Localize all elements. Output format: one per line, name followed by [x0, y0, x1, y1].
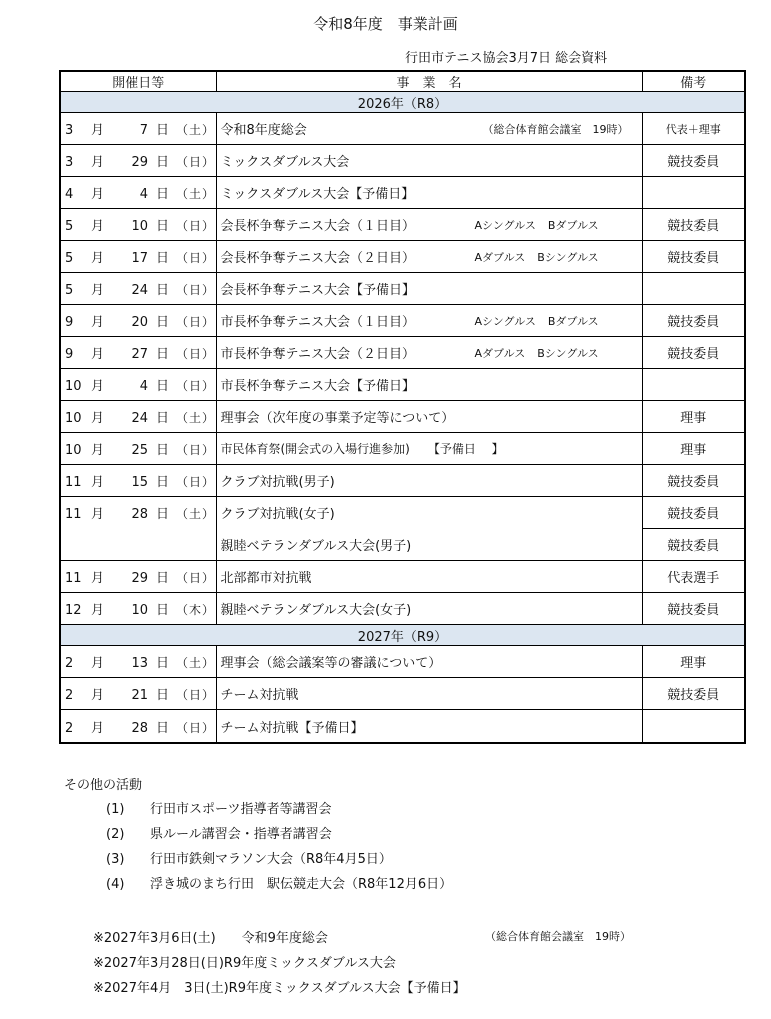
table-row — [60, 646, 745, 678]
table-row — [60, 273, 745, 305]
date-month: 11 — [65, 475, 82, 490]
activity-number: (3) — [106, 852, 125, 867]
table-row — [60, 593, 745, 625]
date-month: 12 — [65, 603, 82, 618]
header-note: 備考 — [642, 71, 745, 92]
event-note: 競技委員 — [642, 241, 745, 273]
year-label: 2027年（R9） — [60, 625, 745, 646]
event-name — [216, 433, 642, 465]
date-month: 10 — [65, 443, 82, 458]
date-day: 13 — [131, 656, 148, 671]
date-weekday: （土） — [176, 123, 216, 137]
day-unit: 日 — [156, 475, 170, 490]
event-note: 理事 — [642, 433, 745, 465]
event-title: ミックスダブルス大会 — [220, 155, 350, 170]
event-date — [60, 593, 216, 625]
date-weekday: （日） — [176, 155, 216, 169]
event-name — [216, 465, 642, 497]
table-row — [60, 337, 745, 369]
event-note: 競技委員 — [642, 465, 745, 497]
table-row — [60, 145, 745, 177]
event-note: 代表＋理事 — [642, 113, 745, 145]
table-row-continued — [60, 529, 745, 561]
header-date: 開催日等 — [60, 71, 216, 92]
date-month: 3 — [65, 155, 74, 170]
date-day: 29 — [131, 571, 148, 586]
event-name — [216, 529, 642, 561]
event-note: 理事 — [642, 646, 745, 678]
event-title: ミックスダブルス大会【予備日】 — [220, 187, 415, 202]
event-name — [216, 401, 642, 433]
month-unit: 月 — [91, 656, 105, 671]
month-unit: 月 — [91, 379, 105, 394]
year-label: 2026年（R8） — [60, 92, 745, 113]
event-name — [216, 710, 642, 744]
date-weekday: （土） — [176, 187, 216, 201]
month-unit: 月 — [91, 603, 105, 618]
month-unit: 月 — [91, 315, 105, 330]
date-weekday: （土） — [176, 411, 216, 425]
event-date — [60, 678, 216, 710]
event-title: クラブ対抗戦(女子) — [220, 507, 335, 523]
footnote-text: ※2027年3月6日(土) 令和9年度総会 — [93, 931, 328, 946]
event-title: 会長杯争奪テニス大会（１日目） — [220, 219, 415, 234]
month-unit: 月 — [91, 475, 105, 490]
event-title: 市民体育祭(開会式の入場行進参加) 【予備日 】 — [220, 442, 504, 456]
event-title: 市長杯争奪テニス大会【予備日】 — [220, 379, 415, 394]
day-unit: 日 — [156, 571, 170, 586]
event-note: 競技委員 — [642, 145, 745, 177]
event-date — [60, 337, 216, 369]
day-unit: 日 — [156, 443, 170, 458]
event-date — [60, 710, 216, 744]
date-month: 5 — [65, 283, 74, 298]
date-weekday: （木） — [176, 603, 216, 617]
event-note: 競技委員 — [642, 337, 745, 369]
month-unit: 月 — [91, 155, 105, 170]
date-month: 10 — [65, 411, 82, 426]
event-title: 令和8年度総会 — [220, 123, 307, 138]
event-name — [216, 678, 642, 710]
date-day: 24 — [131, 411, 148, 426]
table-row — [60, 209, 745, 241]
event-note: 代表選手 — [642, 561, 745, 593]
event-location: （総合体育館会議室 19時） — [482, 122, 629, 136]
date-weekday: （日） — [176, 475, 216, 489]
activity-item — [106, 873, 452, 892]
event-date — [60, 369, 216, 401]
date-day: 17 — [131, 251, 148, 266]
event-name — [216, 209, 642, 241]
event-title: チーム対抗戦 — [220, 688, 299, 703]
month-unit: 月 — [91, 123, 105, 138]
date-day: 7 — [139, 123, 148, 138]
event-title: 親睦ベテランダブルス大会(女子) — [220, 603, 412, 618]
event-categories — [475, 241, 599, 272]
event-name — [216, 593, 642, 625]
activity-item — [106, 798, 331, 817]
table-row — [60, 401, 745, 433]
event-date — [60, 177, 216, 209]
date-month: 10 — [65, 379, 82, 394]
event-date — [60, 305, 216, 337]
date-weekday: （日） — [176, 219, 216, 233]
event-title: 親睦ベテランダブルス大会(男子) — [220, 538, 412, 554]
table-row — [60, 305, 745, 337]
date-day: 25 — [131, 443, 148, 458]
table-row — [60, 241, 745, 273]
date-month: 2 — [65, 656, 74, 671]
event-note: 競技委員 — [642, 529, 745, 561]
event-note: 競技委員 — [642, 678, 745, 710]
date-day: 24 — [131, 283, 148, 298]
date-weekday: （日） — [176, 379, 216, 393]
day-unit: 日 — [156, 507, 170, 523]
date-month: 5 — [65, 251, 74, 266]
day-unit: 日 — [156, 411, 170, 426]
category-1: Aシングルス — [474, 314, 536, 328]
footnote-text: ※2027年3月28日(日)R9年度ミックスダブルス大会 — [93, 956, 396, 971]
other-activities-heading: その他の活動 — [64, 778, 143, 793]
day-unit: 日 — [156, 251, 170, 266]
date-weekday: （日） — [176, 347, 216, 361]
table-row — [60, 710, 745, 744]
event-name — [216, 241, 642, 273]
category-2: Bダブルス — [547, 218, 599, 232]
schedule-table — [59, 70, 746, 744]
event-categories — [475, 305, 599, 336]
day-unit: 日 — [156, 187, 170, 202]
page-title: 令和8年度 事業計画 — [313, 15, 458, 33]
activity-text: 浮き城のまち行田 駅伝競走大会（R8年12月6日） — [150, 877, 453, 892]
footnote — [93, 977, 466, 996]
date-weekday: （土） — [176, 507, 216, 522]
year-row-2027 — [60, 625, 745, 646]
event-title: 会長杯争奪テニス大会（２日目） — [220, 251, 415, 266]
month-unit: 月 — [91, 571, 105, 586]
event-note — [642, 710, 745, 744]
event-name — [216, 369, 642, 401]
table-row — [60, 678, 745, 710]
date-weekday: （日） — [176, 571, 216, 585]
event-date — [60, 241, 216, 273]
day-unit: 日 — [156, 603, 170, 618]
date-weekday: （土） — [176, 656, 216, 670]
event-date — [60, 561, 216, 593]
day-unit: 日 — [156, 283, 170, 298]
day-unit: 日 — [156, 688, 170, 703]
date-month: 5 — [65, 219, 74, 234]
activity-text: 県ルール講習会・指導者講習会 — [150, 827, 332, 842]
category-1: Aダブルス — [474, 346, 526, 360]
table-row — [60, 113, 745, 145]
date-day: 28 — [131, 720, 148, 736]
date-weekday: （日） — [176, 688, 216, 702]
month-unit: 月 — [91, 219, 105, 234]
event-categories — [475, 337, 599, 368]
day-unit: 日 — [156, 379, 170, 394]
event-name — [216, 337, 642, 369]
activity-item — [106, 823, 332, 842]
date-month: 3 — [65, 123, 74, 138]
event-date — [60, 145, 216, 177]
date-month: 9 — [65, 347, 74, 362]
date-day: 4 — [139, 187, 148, 202]
header-event: 事 業 名 — [216, 71, 642, 92]
activity-number: (1) — [106, 802, 125, 817]
event-title: チーム対抗戦【予備日】 — [220, 720, 364, 736]
table-header-row — [60, 71, 745, 92]
day-unit: 日 — [156, 720, 170, 736]
category-2: Bダブルス — [547, 314, 599, 328]
event-name — [216, 145, 642, 177]
table-row — [60, 369, 745, 401]
event-date — [60, 113, 216, 145]
event-note: 競技委員 — [642, 497, 745, 529]
date-day: 29 — [131, 155, 148, 170]
table-row — [60, 177, 745, 209]
month-unit: 月 — [91, 283, 105, 298]
day-unit: 日 — [156, 315, 170, 330]
year-row-2026 — [60, 92, 745, 113]
table-row — [60, 561, 745, 593]
event-name — [216, 497, 642, 529]
date-month: 11 — [65, 507, 82, 523]
event-title: 理事会（次年度の事業予定等について） — [220, 411, 455, 426]
table-row — [60, 497, 745, 529]
date-day: 20 — [131, 315, 148, 330]
date-day: 28 — [131, 507, 148, 523]
date-weekday: （日） — [176, 283, 216, 297]
month-unit: 月 — [91, 507, 105, 523]
date-month: 2 — [65, 720, 74, 736]
document-subtitle: 行田市テニス協会3月7日 総会資料 — [405, 51, 608, 66]
date-month: 9 — [65, 315, 74, 330]
event-name — [216, 113, 642, 145]
date-month: 2 — [65, 688, 74, 703]
event-note — [642, 177, 745, 209]
footnote-location: （総合体育館会議室 19時） — [485, 930, 631, 943]
event-name — [216, 273, 642, 305]
event-title: 理事会（総会議案等の審議について） — [220, 656, 442, 671]
date-day: 21 — [131, 688, 148, 703]
month-unit: 月 — [91, 251, 105, 266]
date-weekday: （日） — [176, 443, 216, 457]
event-title: 市長杯争奪テニス大会（１日目） — [220, 315, 415, 330]
date-month: 4 — [65, 187, 74, 202]
event-note: 競技委員 — [642, 593, 745, 625]
category-2: Bシングルス — [537, 250, 599, 264]
month-unit: 月 — [91, 720, 105, 736]
event-date — [60, 401, 216, 433]
table-row — [60, 433, 745, 465]
activity-item — [106, 848, 392, 867]
date-day: 10 — [131, 603, 148, 618]
date-day: 27 — [131, 347, 148, 362]
event-name — [216, 561, 642, 593]
event-name — [216, 305, 642, 337]
category-1: Aシングルス — [474, 218, 536, 232]
event-name — [216, 177, 642, 209]
month-unit: 月 — [91, 443, 105, 458]
event-note — [642, 369, 745, 401]
date-weekday: （日） — [176, 251, 216, 265]
event-date — [60, 209, 216, 241]
footnote — [93, 927, 631, 946]
event-date — [60, 433, 216, 465]
activity-number: (4) — [106, 877, 125, 892]
event-date — [60, 646, 216, 678]
date-day: 4 — [139, 379, 148, 394]
category-1: Aダブルス — [474, 250, 526, 264]
table-row — [60, 465, 745, 497]
footnote-text: ※2027年4月 3日(土)R9年度ミックスダブルス大会【予備日】 — [93, 981, 466, 996]
date-weekday: （日） — [176, 720, 216, 735]
date-day: 10 — [131, 219, 148, 234]
event-title: クラブ対抗戦(男子) — [220, 475, 335, 490]
event-note: 理事 — [642, 401, 745, 433]
day-unit: 日 — [156, 123, 170, 138]
event-note — [642, 273, 745, 305]
month-unit: 月 — [91, 688, 105, 703]
event-date-empty — [60, 529, 216, 561]
event-categories — [475, 209, 599, 240]
day-unit: 日 — [156, 155, 170, 170]
activity-number: (2) — [106, 827, 125, 842]
event-note: 競技委員 — [642, 209, 745, 241]
month-unit: 月 — [91, 411, 105, 426]
event-title: 会長杯争奪テニス大会【予備日】 — [220, 283, 415, 298]
date-month: 11 — [65, 571, 82, 586]
event-date — [60, 497, 216, 529]
activity-text: 行田市鉄剣マラソン大会（R8年4月5日） — [150, 852, 392, 867]
event-name — [216, 646, 642, 678]
event-title: 北部都市対抗戦 — [220, 571, 312, 586]
month-unit: 月 — [91, 187, 105, 202]
date-weekday: （日） — [176, 315, 216, 329]
day-unit: 日 — [156, 656, 170, 671]
activity-text: 行田市スポーツ指導者等講習会 — [150, 802, 332, 817]
event-date — [60, 465, 216, 497]
event-title: 市長杯争奪テニス大会（２日目） — [220, 347, 415, 362]
date-day: 15 — [131, 475, 148, 490]
category-2: Bシングルス — [537, 346, 599, 360]
event-date — [60, 273, 216, 305]
month-unit: 月 — [91, 347, 105, 362]
footnote — [93, 952, 396, 971]
event-note: 競技委員 — [642, 305, 745, 337]
day-unit: 日 — [156, 347, 170, 362]
day-unit: 日 — [156, 219, 170, 234]
